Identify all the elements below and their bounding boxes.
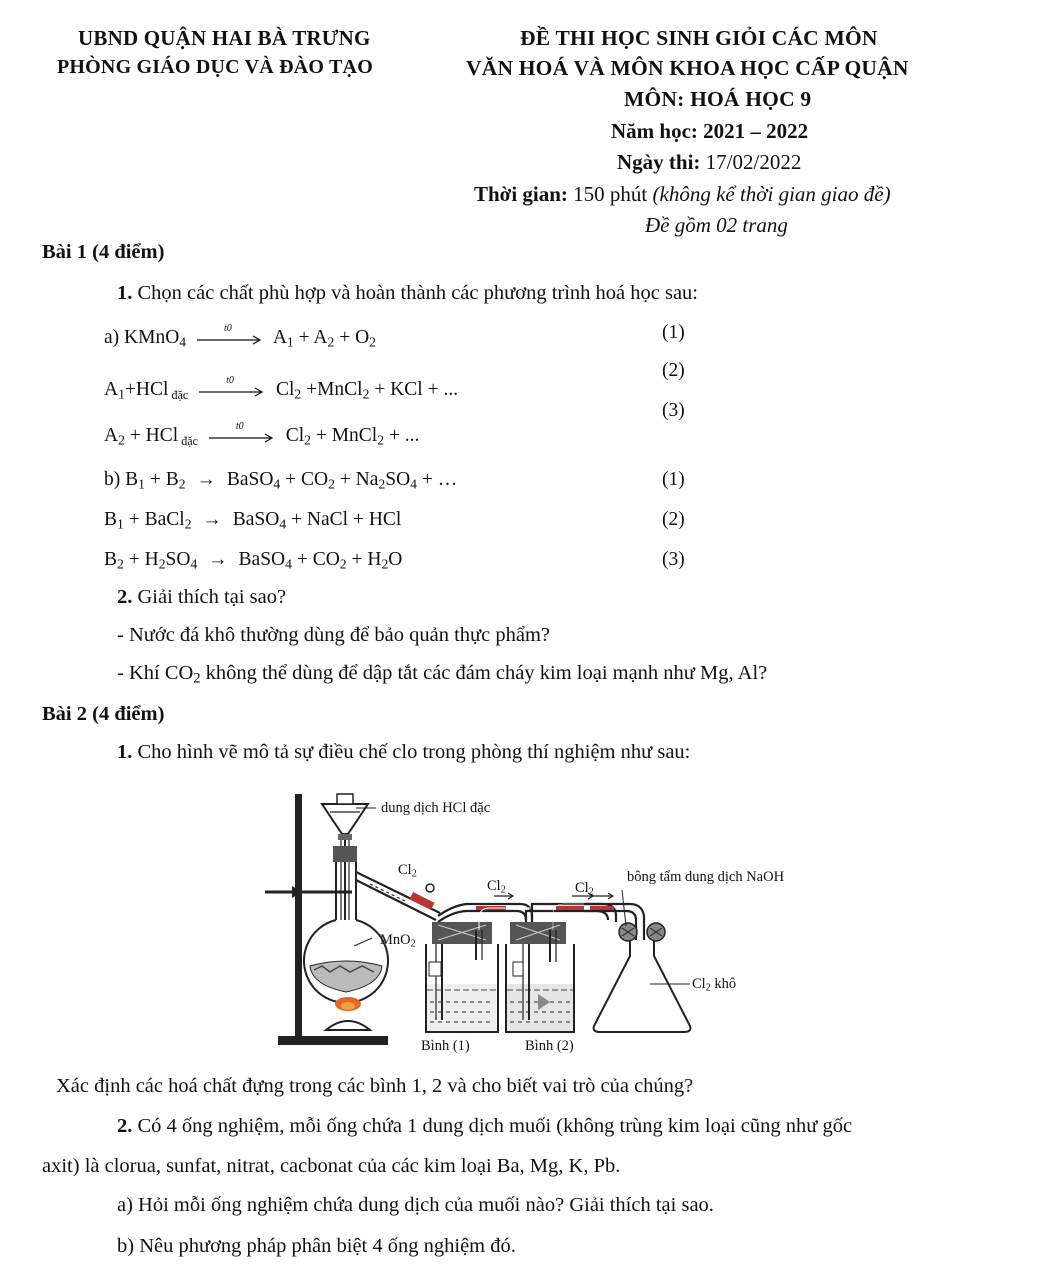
label-cl2-tube2: $Cl_2$ [575,880,594,898]
heat-arrow: t0 [199,384,265,398]
bai1-title: Bài 1 (4 điểm) [42,241,165,263]
bai1-question-2: 2. Giải thích tại sao? [117,586,287,608]
chlorine-apparatus-diagram [230,780,830,1070]
wash-bottle-2 [506,922,574,1032]
page-count-note: Đề gồm 02 trang [645,213,788,237]
label-leader-naoh [622,890,626,926]
header-right-line2: VĂN HOÁ VÀ MÔN KHOA HỌC CẤP QUẬN [466,56,909,80]
burner-flame-icon [326,997,370,1030]
reaction-arrow: → [208,549,228,570]
header-left-line2: PHÒNG GIÁO DỤC VÀ ĐÀO TẠO [57,56,373,78]
school-year: Năm học: 2021 – 2022 [611,119,809,143]
bai2-question-1-ask: Xác định các hoá chất đựng trong các bình 1, 2 và cho biết vai trò của chúng? [56,1075,694,1097]
equation-a2: $A_1+HCl$ đặc t0 $Cl_2$ +MnCl$_2$ + KCl + ... [104,374,459,402]
exam-duration: Thời gian: 150 phút (không kể thời gian giao đề) [474,182,891,206]
bai1-question-2-line1: - Nước đá khô thường dùng để bảo quản thực phẩm? [117,624,551,646]
equation-number-a1: (1) [662,322,685,343]
heat-arrow: t0 [197,332,263,346]
label-cl2-flask: $Cl_2$ [398,862,417,880]
bai2-question-2a: a) Hỏi mỗi ống nghiệm chứa dung dịch của muối nào? Giải thích tại sao. [117,1194,714,1216]
flask-stopper [333,846,357,862]
bai1-question-1: 1. Chọn các chất phù hợp và hoàn thành các phương trình hoá học sau: [117,282,699,304]
header-left-line1: UBND QUẬN HAI BÀ TRƯNG [78,26,371,50]
equation-b3: $B_2 + H_2SO_4$ → BaSO$_4$ + $CO_2 + H_2O$ [104,549,403,572]
reaction-arrow: → [202,509,222,530]
equation-number-b2: (2) [662,509,685,530]
reaction-arrow: → [196,469,216,490]
equation-number-a3: (3) [662,400,685,421]
label-bottle-1: Bình (1) [421,1038,470,1054]
equation-number-b3: (3) [662,549,685,570]
equation-b2: $B_1$ + BaCl$_2$ → BaSO$_4$ + NaCl + HCl [104,509,402,532]
equation-number-a2: (2) [662,360,685,381]
bai2-question-2-line2: axit) là clorua, sunfat, nitrat, cacbonat của các kim loại Ba, Mg, K, Pb. [42,1155,621,1177]
label-cl2-tube1: $Cl_2$ [487,878,506,896]
bai2-title: Bài 2 (4 điểm) [42,703,165,725]
label-mno2: MnO$_2$ [380,932,416,950]
header-right-line1: ĐỀ THI HỌC SINH GIỎI CÁC MÔN [520,26,878,50]
bai1-question-2-line2: - Khí $CO_2$ không thể dùng để dập tắt các đám cháy kim loại mạnh như Mg, Al? [117,662,768,687]
label-bottle-2: Bình (2) [525,1038,574,1054]
label-dry-cl2: $Cl_2$ khô [692,976,737,994]
heat-arrow: t0 [209,430,275,444]
equation-number-b1: (1) [662,469,685,490]
bai2-question-2b: b) Nêu phương pháp phân biệt 4 ống nghiệm đó. [117,1235,516,1257]
equation-a1: a) KMnO$_4$ t0 $A_1 + A_2 + O_2$ [104,322,376,350]
equation-a3: $A_2$ + HCl đặc t0 $Cl_2$ + MnCl$_2$ + ... [104,420,420,448]
equation-b1: b) $B_1 + B_2$ → BaSO$_4$ + $CO_2 + Na_2SO_4$ + … [104,469,458,492]
subject-title: MÔN: HOÁ HỌC 9 [624,87,812,111]
wash-bottle-1 [426,922,498,1032]
label-hcl-solution: dung dịch HCl đặc [381,800,491,816]
bai2-question-2-line1: 2. Có 4 ống nghiệm, mỗi ống chứa 1 dung dịch muối (không trùng kim loại cũng như gốc [117,1115,853,1137]
exam-date: Ngày thi: 17/02/2022 [617,150,802,174]
collecting-flask [584,893,690,1032]
bai2-question-1: 1. Cho hình vẽ mô tả sự điều chế clo trong phòng thí nghiệm như sau: [117,741,691,763]
retort-stand [265,794,388,1045]
label-naoh-cotton: bông tẩm dung dịch NaOH [627,869,785,885]
